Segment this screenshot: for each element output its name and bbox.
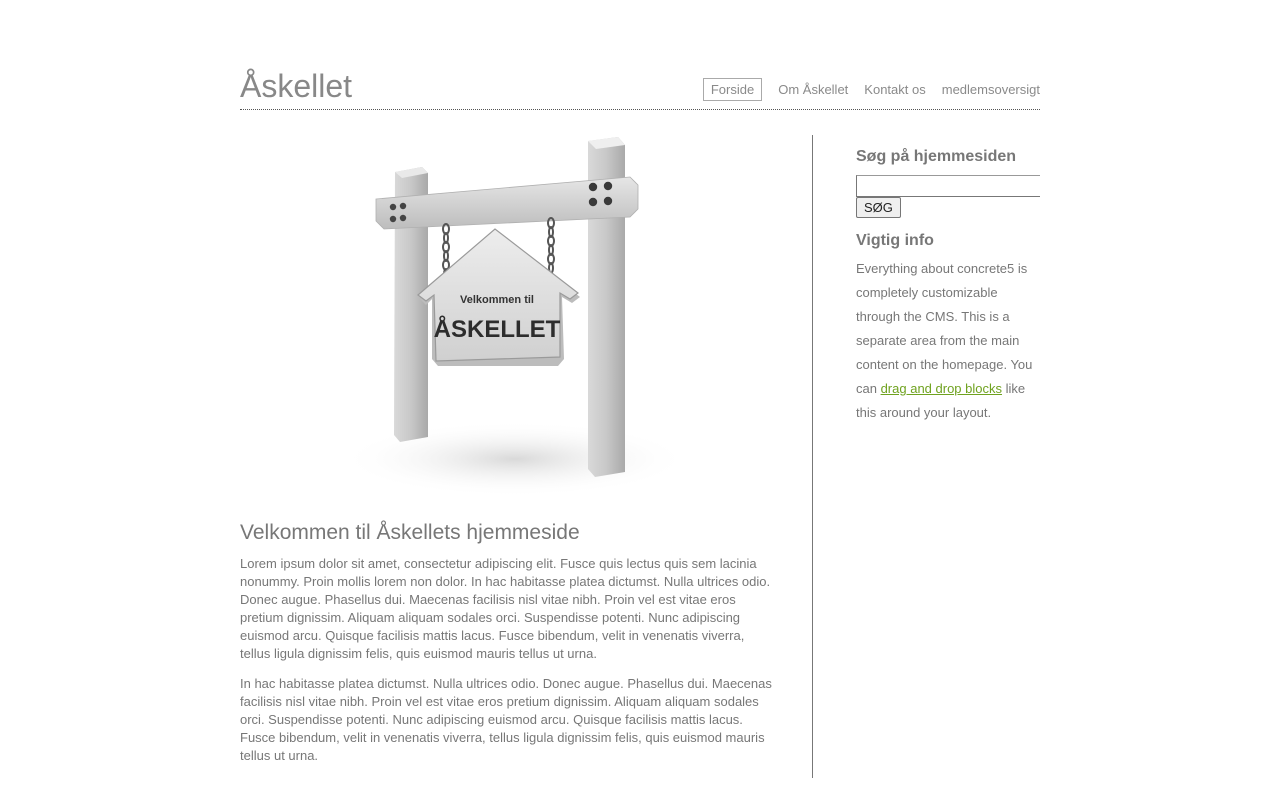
body-paragraph: In hac habitasse platea dictumst. Nulla ultrices odio. Donec augue. Phasellus dui. Maecenas facilisis nisl vitae nibh. Proin vel est vitae eros pretium dignissim. Aliquam aliquam sodales orci. Suspendisse potenti. Nunc adipiscing euismod arcu. Quisque facilisis mattis lacus. Fusce bibendum, velit in venenatis viverra, tellus ligula dignissim felis, quis euismod mauris tellus ut urna. <box>240 676 772 763</box>
nav-item-kontakt-os[interactable]: Kontakt os <box>864 82 926 97</box>
search-heading: Søg på hjemmesiden <box>856 148 1017 165</box>
main-content <box>240 135 813 778</box>
drag-drop-blocks-link[interactable]: drag and drop blocks <box>880 381 1002 396</box>
hero-image-welcome-sign <box>340 137 690 507</box>
nav-item-forside[interactable]: Forside <box>703 78 762 101</box>
info-text-after: like this around your layout. <box>856 381 1026 420</box>
header-divider <box>240 109 1040 110</box>
sidebar <box>856 145 1040 425</box>
sign-text-line2: ÅSKELLET <box>433 316 561 343</box>
info-text-before: Everything about concrete5 is completely customizable through the CMS. This is a separate area from the main content on the homepage. You can <box>856 261 1033 396</box>
sign-text-line1: Velkommen til <box>460 294 534 306</box>
main-heading: Velkommen til Åskellets hjemmeside <box>240 521 580 544</box>
search-input[interactable] <box>856 175 1040 197</box>
site-title[interactable]: Åskellet <box>240 68 353 104</box>
nav-item-medlemsoversigt[interactable]: medlemsoversigt <box>941 82 1040 97</box>
search-button[interactable]: SØG <box>856 197 901 218</box>
info-text <box>856 257 1040 425</box>
nav-item-om-askellet[interactable]: Om Åskellet <box>778 82 849 97</box>
body-paragraph: Lorem ipsum dolor sit amet, consectetur adipiscing elit. Fusce quis lectus quis sem lacinia nonummy. Proin mollis lorem non dolor. In hac habitasse platea dictumst. Nulla ultrices odio. Donec augue. Phasellus dui. Maecenas facilisis nisl vitae nibh. Proin vel est vitae eros pretium dignissim. Aliquam aliquam sodales orci. Suspendisse potenti. Nunc adipiscing euismod arcu. Quisque facilisis mattis lacus. Fusce bibendum, velit in venenatis viverra, tellus ligula dignissim felis, quis euismod mauris tellus ut urna. <box>240 556 771 661</box>
main-nav <box>687 78 1040 101</box>
info-heading: Vigtig info <box>856 232 934 249</box>
